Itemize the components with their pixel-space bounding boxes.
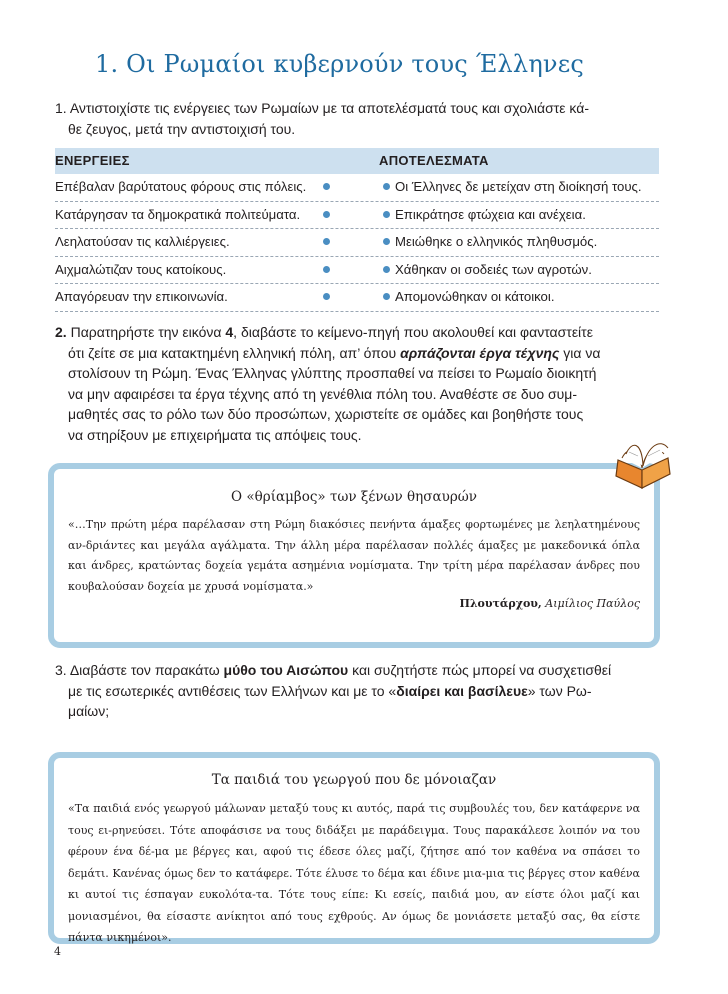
table-row xyxy=(55,257,659,285)
action-text: Αιχμαλώτιζαν τους κατοίκους. xyxy=(55,261,227,277)
table-row xyxy=(55,284,659,312)
question-2-line: μαθητές σας το ρόλο των δύο προσώπων, χωριστείτε σε ομάδες και βοηθήστε τους xyxy=(68,406,584,422)
matching-table xyxy=(55,148,659,312)
page-number: 4 xyxy=(54,945,61,958)
action-bullet-icon[interactable] xyxy=(323,293,330,300)
question-3-line: 3. Διαβάστε τον παρακάτω μύθο του Αισώπου και συζητήστε πώς μπορεί να συσχετισθεί xyxy=(55,662,612,678)
action-bullet-icon[interactable] xyxy=(323,266,330,273)
result-bullet-icon[interactable] xyxy=(383,211,390,218)
action-text: Απαγόρευαν την επικοινωνία. xyxy=(55,289,228,304)
action-text: Επέβαλαν βαρύτατους φόρους στις πόλεις. xyxy=(55,179,307,194)
question-2-line: να μην αφαιρέσει τα έργα τέχνης από τη γενέθλια πόλη του. Αναθέστε σε δυο συμ- xyxy=(68,385,578,402)
result-bullet-icon[interactable] xyxy=(383,293,390,300)
result-bullet-icon[interactable] xyxy=(383,266,390,273)
action-text: Λεηλατούσαν τις καλλιέργειες. xyxy=(55,234,230,249)
open-book-icon xyxy=(612,436,674,492)
result-text: Απομονώθηκαν οι κάτοικοι. xyxy=(395,289,555,304)
source-box-triumph xyxy=(48,463,660,648)
source-box-fable xyxy=(48,752,660,944)
action-text: Κατάργησαν τα δημοκρατικά πολιτεύματα. xyxy=(55,206,301,222)
header-actions: ΕΝΕΡΓΕΙΕΣ xyxy=(55,153,130,168)
result-text: Χάθηκαν οι σοδειές των αγροτών. xyxy=(395,261,592,277)
question-2-line: να στηρίξουν με επιχειρήματα τις απόψεις τους. xyxy=(68,426,362,443)
result-text: Επικράτησε φτώχεια και ανέχεια. xyxy=(395,206,586,222)
source-author: Πλουτάρχου, xyxy=(459,597,542,610)
source-text: «…Την πρώτη μέρα παρέλασαν στη Ρώμη διακόσιες πενήντα άμαξες φορτωμένες με λεηλατημένους αν-δριάντες και μεγάλα αγάλματα. Την άλλη μέρα παρέλασαν πολλές άμαξες με μακεδονικά όπλα και άνδρες, κρατώντας δοχεία γεμάτα ασημένια νομίσματα. Την τρίτη μέρα παρέλασαν άνδρες που κουβαλούσαν δοχεία με χρυσά νομίσματα.» xyxy=(68,518,640,593)
question-3-line: μαίων; xyxy=(68,703,110,719)
table-row xyxy=(55,229,659,257)
action-bullet-icon[interactable] xyxy=(323,183,330,190)
source-work: Αιμίλιος Παύλος xyxy=(545,597,640,610)
question-2-line: στολίσουν τη Ρώμη. Ένας Έλληνας γλύπτης προσπαθεί να πείσει το Ρωμαίο διοικητή xyxy=(68,365,597,381)
question-2-line: ότι ζείτε σε μια κατακτημένη ελληνική πόλη, απ’ όπου αρπάζονται έργα τέχνης για να xyxy=(68,344,601,361)
action-bullet-icon[interactable] xyxy=(323,211,330,218)
source-title: Τα παιδιά του γεωργού που δε μόνοιαζαν xyxy=(211,772,497,788)
question-3-line: με τις εσωτερικές αντιθέσεις των Ελλήνων και με το «διαίρει και βασίλευε» των Ρω- xyxy=(68,682,592,699)
question-2 xyxy=(55,322,675,445)
question-3 xyxy=(55,660,675,722)
source-text: «Τα παιδιά ενός γεωργού μάλωναν μεταξύ τους κι αυτός, παρά τις συμβουλές του, δεν κατάφερνε να τους ει-ρηνεύσει. Τότε αποφάσισε να τους διδάξει με παράδειγμα. Τους παρακάλεσε λοιπόν να του φέρουν ένα δέ-μα με βέργες και, αφού τις έδεσε όλες μαζί, ζήτησε από τον καθένα να σπάσει το δεμάτι. Κανένας όμως δεν το κατάφερε. Τότε έλυσε το δέμα και έδινε μια-μια τις βέργες στον καθένα κι αυτοί τις έσπαγαν ευκολότα-τα. Τότε τους είπε: Κι εσείς, παιδιά μου, αν είστε όλοι μαζί και μονιασμένοι, θα είσαστε ανίκητοι από τους εχθρούς. Αν όμως δε μονιάσετε μεταξύ σας, θα είστε πάντα νικημένοι». xyxy=(68,802,640,944)
result-text: Οι Έλληνες δε μετείχαν στη διοίκησή τους. xyxy=(395,179,642,194)
source-attribution xyxy=(54,597,654,610)
header-results: ΑΠΟΤΕΛΕΣΜΑΤΑ xyxy=(379,153,489,168)
question-2-line: 2. Παρατηρήστε την εικόνα 4, διαβάστε το κείμενο-πηγή που ακολουθεί και φανταστείτε xyxy=(55,324,593,340)
page-title: 1. Οι Ρωμαίοι κυβερνούν τους Έλληνες xyxy=(95,50,584,78)
table-header xyxy=(55,148,659,174)
question-1: 1. Αντιστοιχίστε τις ενέργειες των Ρωμαίων με τα αποτελέσματά τους και σχολιάστε κά- θε ζευγος, μετά την αντιστοιχισή του. xyxy=(55,98,675,139)
result-bullet-icon[interactable] xyxy=(383,183,390,190)
source-title: Ο «θρίαμβος» των ξένων θησαυρών xyxy=(231,489,477,505)
action-bullet-icon[interactable] xyxy=(323,238,330,245)
question-1-text: 1. Αντιστοιχίστε τις ενέργειες των Ρωμαίων με τα αποτελέσματά τους και σχολιάστε κά- xyxy=(55,100,589,116)
table-row xyxy=(55,174,659,202)
table-row xyxy=(55,202,659,230)
result-text: Μειώθηκε ο ελληνικός πληθυσμός. xyxy=(395,234,598,249)
result-bullet-icon[interactable] xyxy=(383,238,390,245)
